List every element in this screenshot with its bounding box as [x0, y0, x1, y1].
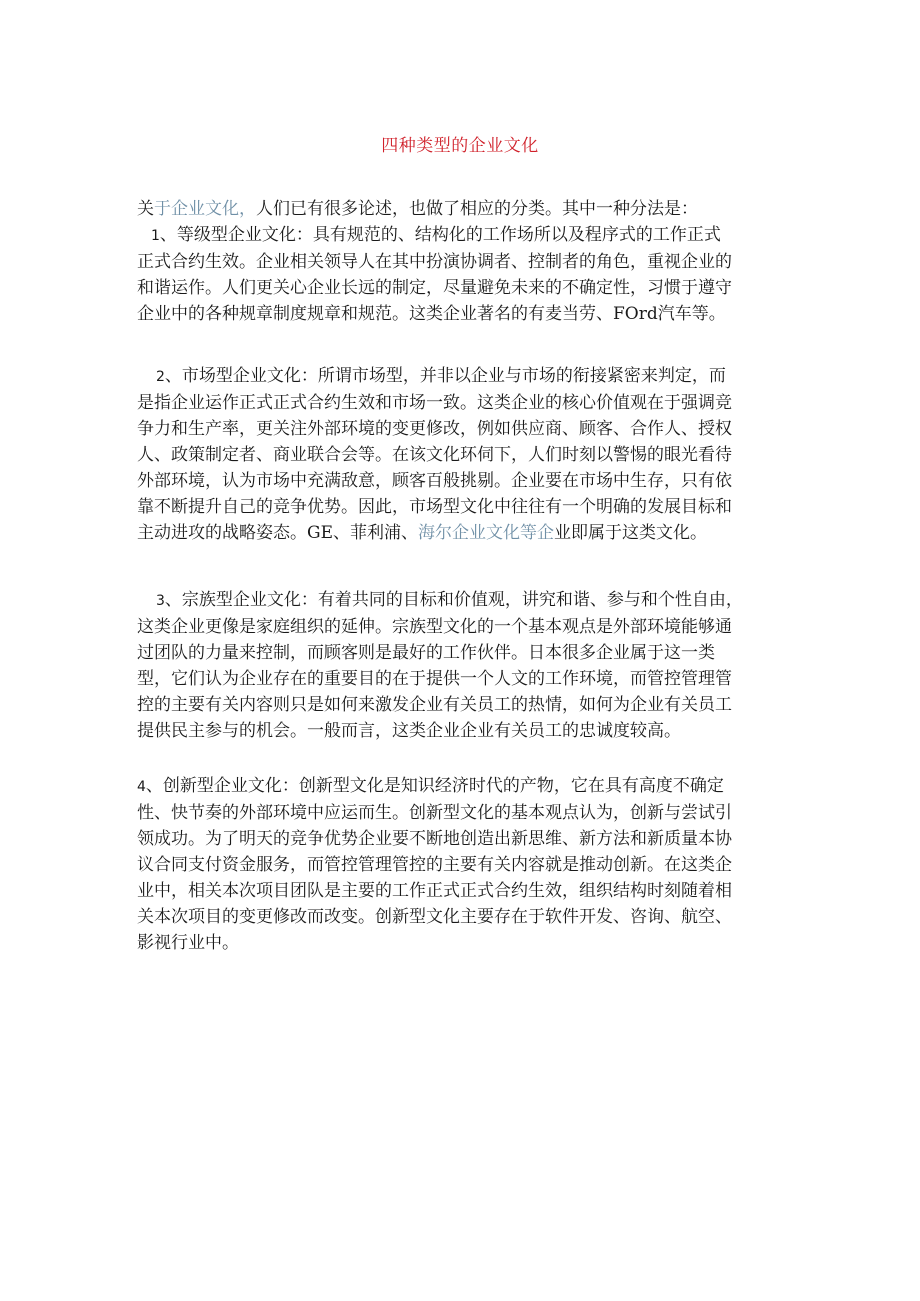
section-2-link[interactable]: 海尔企业文化等企	[418, 523, 554, 543]
section-3-text-1: 、宗族型企业文化：有着共同的目标和价值观，讲究和谐、参与和个性自由，	[164, 590, 743, 610]
section-2-line-3: 争力和生产率，更关注外部环境的变更修改，例如供应商、顾客、合作人、授权	[137, 419, 732, 439]
section-4-line-2: 性、快节奏的外部环境中应运而生。创新型文化的基本观点认为，创新与尝试引	[137, 803, 732, 823]
intro-rest: 人们已有很多论述，也做了相应的分类。其中一种分法是：	[256, 199, 698, 219]
section-4-paragraph	[137, 773, 787, 956]
section-4-line-3: 领成功。为了明天的竞争优势企业要不断地创造出新思维、新方法和新质量本协	[137, 829, 732, 849]
section-3-number: 3	[156, 593, 165, 609]
section-2-line-4: 人、政策制定者、商业联合会等。在该文化环伺下，人们时刻以警惕的眼光看待	[137, 445, 732, 465]
intro-link[interactable]: 于企业文化，	[154, 199, 256, 219]
section-3-paragraph	[137, 587, 787, 744]
intro-prefix: 关	[137, 199, 154, 219]
section-4-line-4: 议合同支付资金服务，而管控管理管控的主要有关内容就是推动创新。在这类企	[137, 855, 732, 875]
intro-line	[137, 196, 787, 222]
section-3-line-2: 这类企业更像是家庭组织的延伸。宗族型文化的一个基本观点是外部环境能够通	[137, 617, 732, 637]
section-4-line-6: 关本次项目的变更修改而改变。创新型文化主要存在于软件开发、咨询、航空、	[137, 907, 732, 927]
section-1-paragraph	[137, 222, 787, 327]
section-2-number: 2	[156, 369, 165, 385]
section-4-text-1: 、创新型企业文化：创新型文化是知识经济时代的产物，它在具有高度不确定	[145, 776, 724, 796]
section-3-line-4: 型，它们认为企业存在的重要目的在于提供一个人文的工作环境，而管控管理管	[137, 669, 732, 689]
section-4-line-7: 影视行业中。	[137, 933, 239, 953]
section-1-line-1	[137, 222, 787, 249]
section-2-line-1	[137, 363, 787, 390]
section-1-line-2: 正式合约生效。企业相关领导人在其中扮演协调者、控制者的角色，重视企业的	[137, 252, 732, 272]
section-1-text-1: 、等级型企业文化：具有规范的、结构化的工作场所以及程序式的工作正式	[159, 225, 721, 245]
section-2-line-5: 外部环境，认为市场中充满敌意，顾客百般挑剔。企业要在市场中生存，只有依	[137, 471, 732, 491]
section-1-line-3: 和谐运作。人们更关心企业长远的制定，尽量避免未来的不确定性，习惯于遵守	[137, 278, 732, 298]
section-2-paragraph	[137, 363, 787, 546]
section-2-last-rest: 业即属于这类文化。	[554, 523, 707, 543]
intro-paragraph	[137, 196, 787, 222]
section-3-line-3: 过团队的力量来控制，而顾客则是最好的工作伙伴。日本很多企业属于这一类	[137, 643, 715, 663]
section-1-number: 1	[151, 228, 160, 244]
document-title: 四种类型的企业文化	[381, 136, 539, 156]
section-2-line-7	[137, 520, 787, 546]
section-2-line-6: 靠不断提升自己的竞争优势。因此，市场型文化中往往有一个明确的发展目标和	[137, 497, 732, 517]
section-4-line-5: 业中，相关本次项目团队是主要的工作正式正式合约生效，组织结构时刻随着相	[137, 881, 732, 901]
section-2-line-2: 是指企业运作正式正式合约生效和市场一致。这类企业的核心价值观在于强调竞	[137, 393, 732, 413]
section-4-number: 4	[137, 779, 146, 795]
section-4-line-1	[137, 773, 787, 800]
section-3-line-1	[137, 587, 787, 614]
section-2-last-prefix: 主动进攻的战略姿态。GE、菲利浦、	[137, 523, 418, 543]
section-3-line-6: 提供民主参与的机会。一般而言，这类企业企业有关员工的忠诚度较高。	[137, 721, 681, 741]
section-3-line-5: 控的主要有关内容则只是如何来激发企业有关员工的热情，如何为企业有关员工	[137, 695, 732, 715]
section-1-line-4: 企业中的各种规章制度规章和规范。这类企业著名的有麦当劳、FOrd汽车等。	[137, 304, 726, 324]
section-2-text-1: 、市场型企业文化：所谓市场型，并非以企业与市场的衔接紧密来判定，而	[164, 366, 726, 386]
